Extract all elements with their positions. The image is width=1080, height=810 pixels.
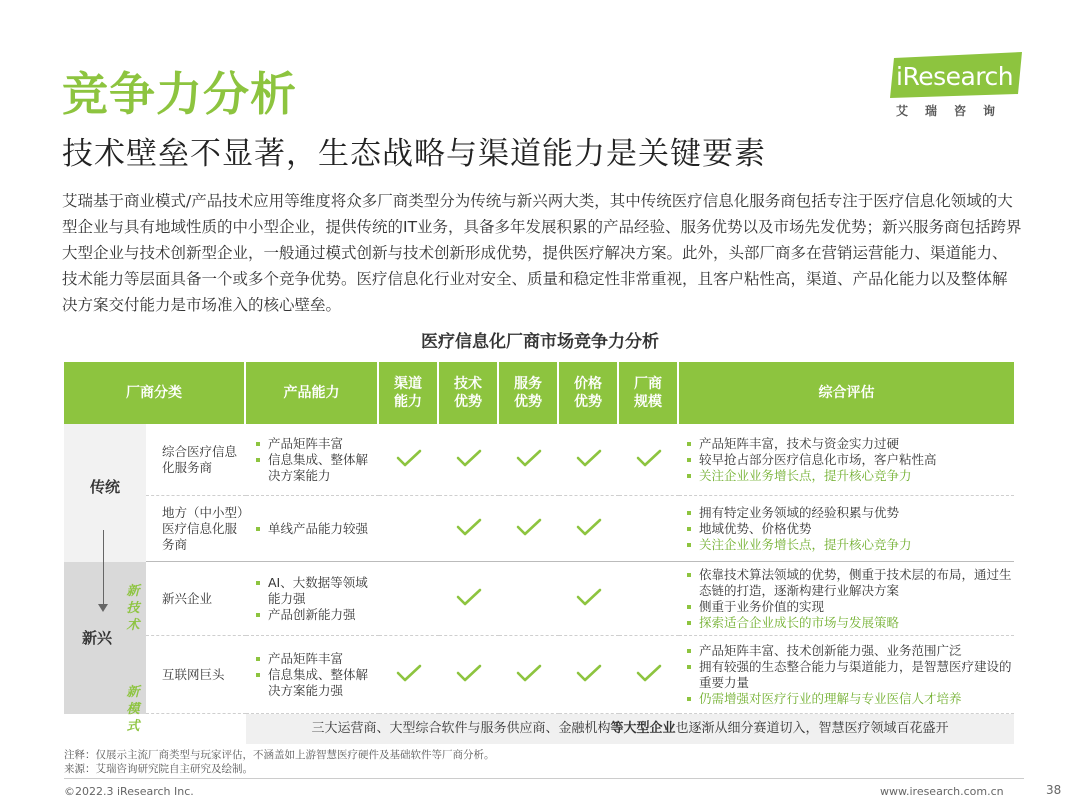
eval-item: 地域优势、价格优势 <box>685 521 1014 537</box>
evaluation <box>679 636 1014 714</box>
notes <box>64 748 495 776</box>
header-channel: 渠道能力 <box>379 362 439 424</box>
check-cell <box>379 496 439 562</box>
check-cell <box>619 562 679 636</box>
product-item: 信息集成、整体解决方案能力 <box>254 452 379 484</box>
check-icon <box>576 518 602 536</box>
product-item: 产品矩阵丰富 <box>254 651 379 667</box>
check-cell <box>439 496 499 562</box>
note-text: 注释：仅展示主流厂商类型与玩家评估，不涵盖如上游智慧医疗硬件及基础软件等厂商分析。 <box>64 749 495 761</box>
check-cell <box>619 424 679 496</box>
check-icon <box>456 588 482 606</box>
check-icon <box>456 664 482 682</box>
check-icon <box>576 588 602 606</box>
check-cell <box>559 636 619 714</box>
check-icon <box>516 518 542 536</box>
page-number: 38 <box>1046 783 1062 797</box>
check-icon <box>396 449 422 467</box>
check-cell <box>499 424 559 496</box>
check-cell <box>499 636 559 714</box>
check-cell <box>619 636 679 714</box>
header-price: 价格优势 <box>559 362 619 424</box>
transition-arrow-line <box>103 530 104 610</box>
check-icon <box>576 449 602 467</box>
check-cell <box>379 636 439 714</box>
logo-chinese: 艾瑞咨询 <box>896 104 1013 118</box>
product-capability <box>246 496 379 562</box>
check-icon <box>516 449 542 467</box>
page-subtitle: 技术壁垒不显著，生态战略与渠道能力是关键要素 <box>62 136 766 172</box>
product-item: AI、大数据等领域能力强 <box>254 575 379 607</box>
evaluation <box>679 562 1014 636</box>
header-scale: 厂商规模 <box>619 362 679 424</box>
check-cell <box>559 562 619 636</box>
vendor-name: 综合医疗信息化服务商 <box>146 424 246 496</box>
check-cell <box>499 562 559 636</box>
check-cell <box>499 496 559 562</box>
label-new-tech: 新技术 <box>126 584 140 633</box>
product-item: 信息集成、整体解决方案能力强 <box>254 667 379 699</box>
check-cell <box>559 496 619 562</box>
vendor-name: 新兴企业 <box>146 562 246 636</box>
footer-website: www.iresearch.com.cn <box>880 785 1004 798</box>
eval-highlight: 关注企业业务增长点，提升核心竞争力 <box>685 468 1014 484</box>
group-emerging: 新兴 <box>64 562 146 714</box>
product-capability <box>246 424 379 496</box>
check-cell <box>439 562 499 636</box>
iresearch-logo <box>890 52 1030 122</box>
table-title: 医疗信息化厂商市场竞争力分析 <box>421 332 659 352</box>
eval-item: 产品矩阵丰富、技术创新能力强、业务范围广泛 <box>685 643 1014 659</box>
check-icon <box>636 664 662 682</box>
eval-item: 侧重于业务价值的实现 <box>685 599 1014 615</box>
bottom-spacer <box>64 714 246 744</box>
logo-wordmark: iResearch <box>896 62 1014 91</box>
evaluation <box>679 496 1014 562</box>
vendor-name: 互联网巨头 <box>146 636 246 714</box>
eval-item: 较早抢占部分医疗信息化市场，客户粘性高 <box>685 452 1014 468</box>
eval-item: 产品矩阵丰富，技术与资金实力过硬 <box>685 436 1014 452</box>
check-cell <box>619 496 679 562</box>
check-icon <box>516 664 542 682</box>
header-service: 服务优势 <box>499 362 559 424</box>
check-icon <box>456 449 482 467</box>
footer-copyright: ©2022.3 iResearch Inc. <box>64 785 194 798</box>
eval-item: 依靠技术算法领域的优势，侧重于技术层的布局，通过生态链的打造，逐渐构建行业解决方案 <box>685 567 1014 599</box>
eval-highlight: 探索适合企业成长的市场与发展策略 <box>685 615 1014 631</box>
source-text: 来源：艾瑞咨询研究院自主研究及绘制。 <box>64 763 253 775</box>
check-icon <box>456 518 482 536</box>
check-icon <box>576 664 602 682</box>
header-tech: 技术优势 <box>439 362 499 424</box>
header-product: 产品能力 <box>246 362 379 424</box>
product-item: 单线产品能力较强 <box>254 521 379 537</box>
competitiveness-table <box>64 362 1014 744</box>
vendor-name: 地方（中小型）医疗信息化服务商 <box>146 496 246 562</box>
product-item: 产品创新能力强 <box>254 607 379 623</box>
check-cell <box>379 562 439 636</box>
page-title: 竞争力分析 <box>62 67 297 121</box>
eval-item: 拥有特定业务领域的经验积累与优势 <box>685 505 1014 521</box>
eval-item: 拥有较强的生态整合能力与渠道能力，是智慧医疗建设的重要力量 <box>685 659 1014 691</box>
intro-paragraph: 艾瑞基于商业模式/产品技术应用等维度将众多厂商类型分为传统与新兴两大类，其中传统医疗信息化服务商包括专注于医疗信息化领域的大型企业与具有地域性质的中小型企业，提供传统的IT业务，具备多年发展积累的产品经验、服务优势以及市场先发优势；新兴服务商包括跨界大型企业与技术创新型企业，一般通过模式创新与技术创新形成优势，提供医疗解决方案。此外，头部厂商多在营销运营能力、渠道能力、技术能力等层面具备一个或多个竞争优势。医疗信息化行业对安全、质量和稳定性非常重视，且客户粘性高，渠道、产品化能力以及整体解决方案交付能力是市场准入的核心壁垒。 <box>62 192 1022 314</box>
check-icon <box>396 664 422 682</box>
header-eval: 综合评估 <box>679 362 1014 424</box>
product-capability <box>246 562 379 636</box>
check-cell <box>559 424 619 496</box>
group-traditional: 传统 <box>64 424 146 562</box>
check-cell <box>439 636 499 714</box>
bottom-summary: 三大运营商、大型综合软件与服务供应商、金融机构等大型企业也逐渐从细分赛道切入，智慧医疗领域百花盛开 <box>246 714 1014 744</box>
label-new-model: 新模式 <box>126 685 140 734</box>
product-capability <box>246 636 379 714</box>
header-category: 厂商分类 <box>64 362 246 424</box>
footer-divider <box>64 778 1024 779</box>
check-cell <box>379 424 439 496</box>
eval-highlight: 仍需增强对医疗行业的理解与专业医信人才培养 <box>685 691 1014 707</box>
check-cell <box>439 424 499 496</box>
check-icon <box>636 449 662 467</box>
transition-arrow-head <box>98 604 108 612</box>
evaluation <box>679 424 1014 496</box>
eval-highlight: 关注企业业务增长点，提升核心竞争力 <box>685 537 1014 553</box>
product-item: 产品矩阵丰富 <box>254 436 379 452</box>
